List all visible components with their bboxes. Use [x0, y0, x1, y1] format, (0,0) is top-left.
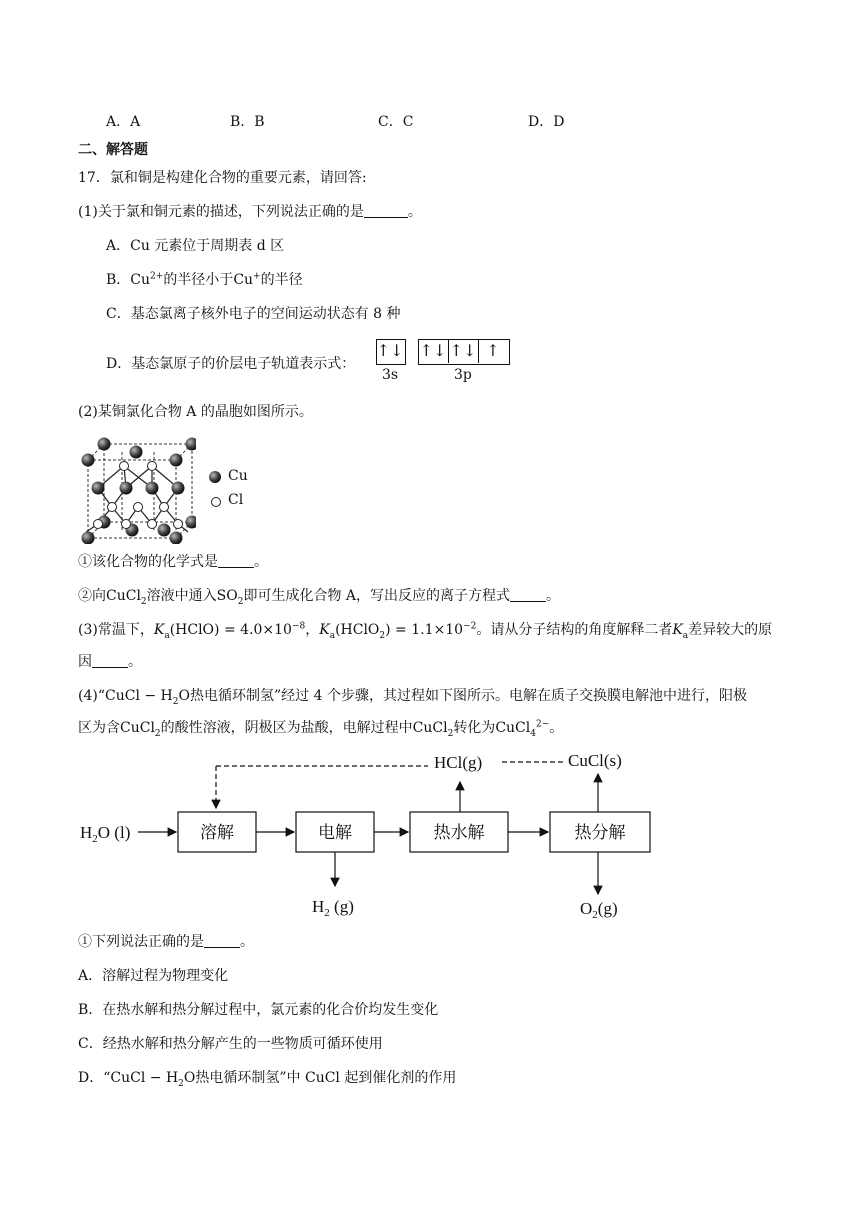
prev-option-d: D．D — [528, 114, 565, 130]
q17-stem: 17．氯和铜是构建化合物的重要元素，请回答: — [78, 170, 367, 186]
flow-output-o2: $O_2(g)$ — [580, 899, 618, 920]
subscript: a — [164, 630, 170, 641]
ka-value: (HClO — [335, 622, 380, 638]
q17-4-option-d — [78, 1068, 456, 1088]
orbital-3p-1: ↑↓ — [419, 341, 447, 360]
charge: + — [253, 271, 261, 282]
option-d-text: 热电循环制氢”中 CuCl 起到催化剂的作用 — [195, 1070, 457, 1086]
orbital-3p-3: ↑ — [486, 341, 500, 360]
question-text: 差异较大的原 — [688, 622, 773, 638]
option-b-label: B． — [106, 272, 131, 288]
question-text: 区为含 — [78, 720, 120, 736]
q17-2-sub1 — [78, 552, 268, 572]
formula: CuCl — [495, 720, 531, 736]
formula: CuCl — [106, 588, 141, 604]
flow-step-decomposition: 热分解 — [574, 823, 626, 842]
orbital-3s: ↑↓ — [376, 341, 404, 360]
period: 。 — [546, 588, 561, 604]
option-d-label: D．“ — [78, 1070, 111, 1086]
subscript: a — [682, 630, 689, 641]
charge: 2− — [535, 719, 550, 730]
flow-step-electrolysis: 电解 — [318, 823, 352, 842]
subscript: 4 — [530, 728, 536, 739]
legend-cu-marker — [208, 470, 222, 484]
question-text: 。请从分子结构的角度解释二者 — [476, 622, 673, 638]
q17-1-option-a: A．Cu 元素位于周期表 d 区 — [106, 238, 285, 254]
subscript: 2 — [178, 1078, 184, 1089]
prev-option-a: A．A — [106, 114, 141, 130]
answer-blank — [364, 203, 408, 218]
answer-blank — [92, 653, 128, 668]
subscript: 2 — [379, 630, 386, 641]
formula: O — [178, 688, 190, 704]
prev-option-b: B．B — [230, 114, 265, 130]
subscript: 2 — [154, 728, 161, 739]
question-text: ①下列说法正确的是 — [78, 934, 204, 950]
section-title: 二、解答题 — [78, 142, 148, 158]
prev-option-c: C．C — [378, 114, 414, 130]
q17-4-line2 — [78, 718, 563, 738]
exponent: −2 — [463, 621, 477, 632]
period: 。 — [254, 554, 268, 570]
q17-4-option-c: C．经热水解和热分解产生的一些物质可循环使用 — [78, 1036, 383, 1052]
flow-input-water: $H_2O$ (l) — [80, 823, 131, 845]
q17-1-stem-text: (1)关于氯和铜元素的描述，下列说法正确的是 — [78, 204, 364, 220]
option-b-text-end: 的半径 — [260, 272, 303, 288]
q17-1-stem — [78, 202, 422, 222]
ka-symbol: K — [153, 622, 165, 638]
answer-blank — [204, 933, 240, 948]
q17-2-sub2 — [78, 586, 560, 606]
formula-cu: Cu — [233, 272, 254, 288]
q17-3-line2 — [78, 652, 142, 672]
formula: CuCl — [412, 720, 448, 736]
process-flow-diagram — [80, 748, 660, 920]
legend-cl-label: Cl — [228, 492, 244, 508]
q17-1-option-d: D．基态氯原子的价层电子轨道表示式： — [106, 356, 356, 372]
orbital-label-3s: 3s — [382, 367, 399, 383]
q17-4-sub1 — [78, 932, 254, 952]
exponent: −8 — [291, 621, 306, 632]
subscript: a — [329, 630, 336, 641]
period: 。 — [407, 204, 422, 220]
q17-2-stem: (2)某铜氯化合物 A 的晶胞如图所示。 — [78, 404, 313, 420]
flow-step-dissolve: 溶解 — [200, 823, 234, 842]
legend-cu-label: Cu — [228, 468, 248, 484]
question-text: ②向 — [78, 588, 106, 604]
q17-3-line1 — [78, 620, 772, 640]
ka-value: (HClO) = 4.0×10 — [169, 622, 292, 638]
flow-output-cucl: CuCl(s) — [568, 751, 622, 770]
option-b-text: 的半径小于 — [163, 272, 234, 288]
legend-cl-marker — [210, 496, 222, 508]
crystal-cell-diagram — [76, 432, 196, 544]
question-text: 的酸性溶液，阴极区为盐酸，电解过程中 — [160, 720, 413, 736]
charge: 2+ — [150, 271, 164, 282]
question-text: ， — [305, 622, 320, 638]
flow-output-hcl: HCl(g) — [434, 753, 483, 772]
orbital-label-3p: 3p — [454, 367, 472, 383]
q17-1-option-b — [106, 270, 303, 290]
question-text: 转化为 — [453, 720, 496, 736]
ka-symbol: K — [672, 622, 683, 638]
subscript: 2 — [237, 596, 244, 607]
period: 。 — [240, 934, 254, 950]
question-text: 溶液中通入 — [146, 588, 217, 604]
orbital-3p-2: ↑↓ — [449, 341, 477, 360]
q17-4-option-a: A．溶解过程为物理变化 — [78, 968, 229, 984]
answer-blank — [218, 553, 254, 568]
formula-cu: Cu — [130, 272, 151, 288]
q17-4-line1 — [78, 686, 747, 706]
formula: SO — [216, 588, 238, 604]
question-text: 即可生成化合物 A，写出反应的离子方程式 — [243, 588, 511, 604]
subscript: 2 — [447, 728, 454, 739]
question-text: ①该化合物的化学式是 — [78, 554, 218, 570]
flow-output-h2: $H_2$ (g) — [312, 897, 354, 919]
question-text: (4)“ — [78, 688, 105, 704]
subscript: 2 — [172, 696, 179, 707]
q17-1-option-c: C．基态氯离子核外电子的空间运动状态有 8 种 — [106, 306, 401, 322]
period: 。 — [549, 720, 564, 736]
q17-4-option-b: B．在热水解和热分解过程中，氯元素的化合价均发生变化 — [78, 1002, 439, 1018]
formula: O — [183, 1070, 196, 1086]
question-text: 因 — [78, 654, 92, 670]
period: 。 — [128, 654, 142, 670]
formula: CuCl − H — [110, 1070, 179, 1086]
subscript: 2 — [140, 596, 147, 607]
ka-symbol: K — [319, 622, 330, 638]
formula: CuCl − H — [105, 688, 173, 704]
question-text: 热电循环制氢”经过 4 个步骤，其过程如下图所示。电解在质子交换膜电解池中进行，阳极 — [189, 688, 747, 704]
formula: CuCl — [120, 720, 155, 736]
answer-blank — [510, 587, 546, 602]
question-text: (3)常温下， — [78, 622, 154, 638]
ka-value: ) = 1.1×10 — [385, 622, 464, 638]
flow-step-hydrolysis: 热水解 — [433, 823, 485, 842]
